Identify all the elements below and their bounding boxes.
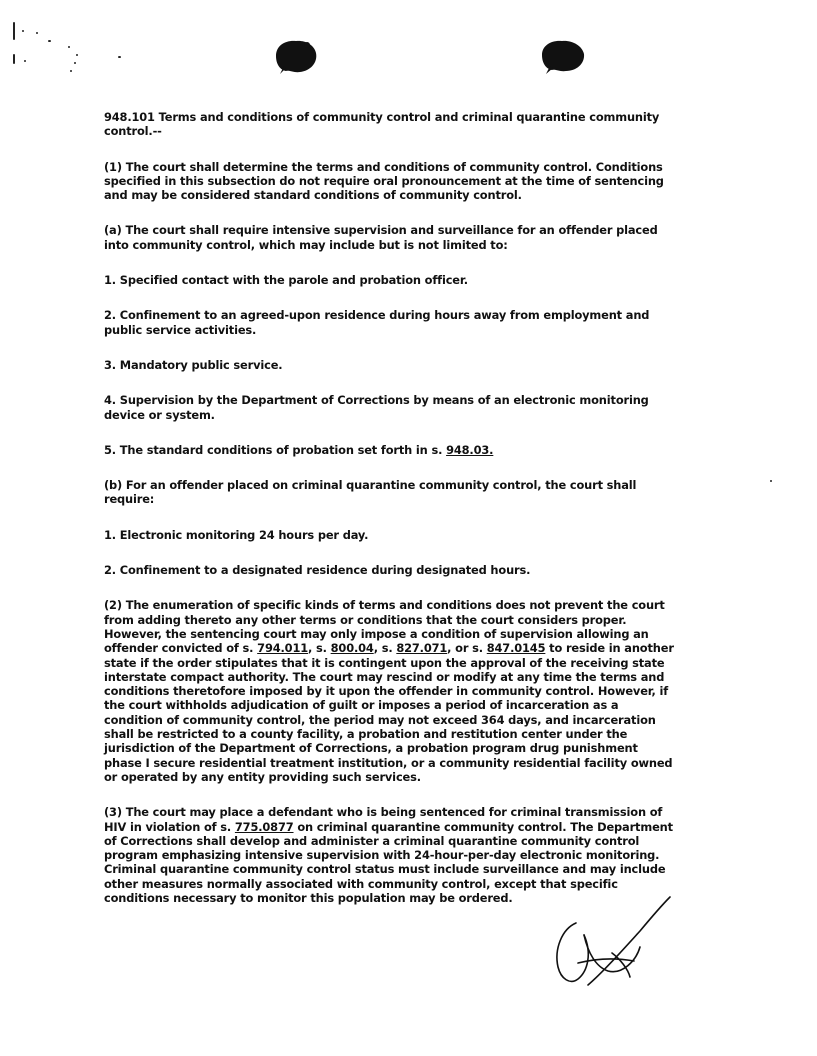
- subsection-2: [104, 598, 676, 784]
- statute-link-827-071[interactable]: 827.071: [396, 641, 448, 656]
- statute-link-794-011[interactable]: 794.011: [257, 641, 309, 656]
- statute-link-948-03[interactable]: 948.03.: [446, 442, 494, 457]
- item-b2: 2. Confinement to a designated residence during designated hours.: [104, 563, 531, 578]
- subsection-2-text-start: (2) The enumeration of specific kinds of terms and conditions does not prevent the court from adding thereto any other terms or conditions that the court considers proper. However, the sentencing court may only impose a condition of supervision allowing an offender convicted of s.: [104, 598, 665, 656]
- subsection-3-text-start: (3) The court may place a defendant who is being sentenced for criminal transmission of HIV in violation of s.: [104, 805, 663, 834]
- separator: , or s.: [447, 641, 487, 656]
- handwritten-initials: [548, 893, 674, 993]
- section-heading: 948.101 Terms and conditions of community control and criminal quarantine community control.--: [104, 110, 660, 139]
- statute-link-847-0145[interactable]: 847.0145: [486, 641, 546, 656]
- subsection-2-text-end: to reside in another state if the order stipulates that it is contingent upon the approval of the receiving state interstate compact authority. The court may rescind or modify at any time the terms and conditions theretofore imposed by it upon the offender in community control. However, if the court withholds adjudication of guilt or imposes a period of incarceration as a condition of community control, the period may not exceed 364 days, and incarceration shall be restricted to a county facility, a probation and restitution center under the jurisdiction of the Department of Corrections, a probation program drug punishment phase I secure residential treatment institution, or a community residential facility owned or operated by any entity providing such services.: [104, 641, 674, 784]
- item-a5-text: 5. The standard conditions of probation set forth in s.: [104, 442, 447, 457]
- separator: , s.: [373, 641, 397, 656]
- subsection-3: [104, 805, 676, 905]
- paragraph-a: (a) The court shall require intensive supervision and surveillance for an offender placed into community control, which may include but is not limited to:: [104, 223, 658, 252]
- item-a2: 2. Confinement to an agreed-upon residence during hours away from employment and public service activities.: [104, 308, 650, 337]
- item-a5: [104, 443, 676, 457]
- item-b1: 1. Electronic monitoring 24 hours per day.: [104, 527, 369, 542]
- item-a3: 3. Mandatory public service.: [104, 357, 283, 372]
- subsection-1: (1) The court shall determine the terms and conditions of community control. Conditions specified in this subsection do not require oral pronouncement at the time of sentencing and may be considered standard conditions of community control.: [104, 159, 664, 203]
- item-a1: 1. Specified contact with the parole and probation officer.: [104, 273, 468, 288]
- statute-link-775-0877[interactable]: 775.0877: [234, 819, 294, 834]
- separator: , s.: [308, 641, 331, 656]
- paragraph-b: (b) For an offender placed on criminal quarantine community control, the court shall require:: [104, 478, 637, 507]
- item-a4: 4. Supervision by the Department of Corrections by means of an electronic monitoring device or system.: [104, 393, 649, 422]
- punch-hole-right: [538, 36, 590, 76]
- punch-hole-left: [270, 36, 322, 76]
- statute-text: [104, 110, 676, 926]
- statute-link-800-04[interactable]: 800.04: [330, 641, 374, 656]
- subsection-3-text-end: on criminal quarantine community control. The Department of Corrections shall develop and administer a criminal quarantine community control program emphasizing intensive supervision with 24-hour-per-day electronic monitoring. Criminal quarantine community control status must include surveillance and may include other measures normally associated with community control, except that specific conditions necessary to monitor this population may be ordered.: [104, 819, 673, 905]
